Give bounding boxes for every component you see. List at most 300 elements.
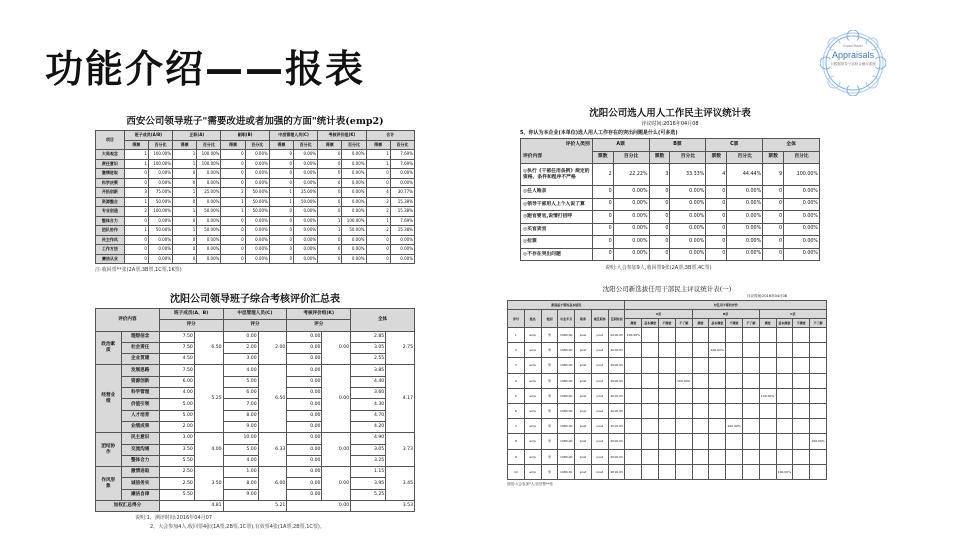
report3-title: 沈阳公司选人用人工作民主评议统计表: [589, 108, 751, 119]
table-cell: 5.00: [223, 444, 258, 455]
table-cell: 2: [366, 207, 390, 217]
row-label: 资源创新: [121, 376, 159, 387]
table-cell: 0: [221, 235, 245, 245]
table-cell: post: [591, 373, 608, 388]
table-cell: 0: [592, 198, 613, 211]
table-cell: [742, 403, 759, 418]
table-cell: 0: [366, 235, 390, 245]
report4-col-head: 性别: [541, 310, 558, 328]
table-cell: [642, 343, 659, 358]
table-cell: 1980.00: [558, 358, 575, 373]
table-cell: post: [575, 434, 592, 449]
table-cell: 0: [318, 150, 342, 160]
report1-group: 正职(A): [173, 131, 221, 141]
table-cell: [776, 419, 793, 434]
table-cell: 0: [318, 197, 342, 207]
report3-sub-count: 票数: [592, 151, 613, 164]
table-cell: 0: [649, 236, 670, 249]
table-cell: 0.00%: [613, 248, 649, 261]
table-cell: 3.85: [351, 365, 386, 376]
report4-col-head: 序号: [508, 310, 525, 328]
table-cell: 100.00%: [784, 164, 820, 186]
row-label: ◎买官卖官: [521, 223, 593, 236]
report2-note1: 说明:1、测评时间:2016年04月07: [135, 515, 213, 522]
report1-sub-count: 得票: [366, 140, 390, 150]
table-cell: 0: [173, 169, 197, 179]
table-row: [96, 169, 415, 179]
table-cell: post: [591, 449, 608, 464]
table-cell: 0: [173, 197, 197, 207]
report1-title: 西安公司领导班子"需要改进或者加强的方面"统计表(emp2): [126, 116, 384, 127]
table-row: [521, 248, 820, 261]
table-cell: 0: [124, 178, 148, 188]
table-cell: emp: [524, 449, 541, 464]
table-cell: 0: [366, 254, 390, 264]
table-cell: 0: [649, 211, 670, 224]
row-label: 民主作风: [96, 235, 125, 245]
table-cell: [659, 343, 676, 358]
report2-group: 全体: [351, 309, 415, 332]
table-cell: 男: [541, 358, 558, 373]
table-cell: 0.00%: [197, 245, 221, 255]
table-cell: 0: [366, 178, 390, 188]
table-cell: 2: [124, 207, 148, 217]
report1-sub-pct: 百分比: [148, 140, 172, 150]
table-cell: 0.00: [287, 444, 322, 455]
table-cell: 2016.03: [608, 343, 625, 358]
total-row: [96, 501, 415, 512]
table-cell: 0.00%: [294, 178, 318, 188]
table-cell: 1: [124, 159, 148, 169]
table-row: [521, 211, 820, 224]
table-row: [96, 444, 415, 455]
report4-sub-head: 不了解: [810, 319, 827, 328]
table-row: [508, 358, 827, 373]
section-score: 0.00: [322, 433, 351, 467]
table-cell: [625, 388, 642, 403]
table-cell: 5.25: [351, 489, 386, 500]
table-cell: [793, 449, 810, 464]
table-cell: [625, 419, 642, 434]
table-cell: 8.00: [223, 478, 258, 489]
table-cell: 0.00%: [390, 245, 414, 255]
report1-sub-pct: 百分比: [245, 140, 269, 150]
table-cell: 0: [649, 223, 670, 236]
table-row: [508, 464, 827, 479]
table-cell: 22.22%: [613, 164, 649, 186]
table-cell: 1980.00: [558, 388, 575, 403]
table-cell: 100.00%: [148, 207, 172, 217]
table-cell: 0.00%: [670, 198, 706, 211]
table-row: [521, 164, 820, 186]
report2-group: 班子成员(A、B): [159, 309, 223, 320]
table-row: [508, 328, 827, 343]
row-label: 理想信念: [121, 331, 159, 342]
table-cell: post: [575, 388, 592, 403]
row-index: 5: [508, 388, 525, 403]
table-cell: 0.00%: [197, 235, 221, 245]
table-cell: [692, 403, 709, 418]
table-cell: 100.00%: [148, 150, 172, 160]
table-cell: 1: [173, 159, 197, 169]
table-cell: post: [575, 464, 592, 479]
table-cell: 男: [541, 464, 558, 479]
table-cell: 0.00%: [670, 186, 706, 199]
table-cell: [776, 449, 793, 464]
table-cell: 7.69%: [390, 159, 414, 169]
report1-sub-pct: 百分比: [294, 140, 318, 150]
table-cell: 100.00%: [148, 159, 172, 169]
table-cell: [625, 358, 642, 373]
table-cell: 0: [318, 178, 342, 188]
table-cell: [742, 343, 759, 358]
table-cell: 0.00%: [784, 236, 820, 249]
table-row: [96, 365, 415, 376]
table-cell: 0: [763, 211, 784, 224]
total-cell: 0.00: [287, 501, 351, 512]
table-cell: 0: [649, 248, 670, 261]
table-cell: [726, 358, 743, 373]
table-cell: 9: [763, 164, 784, 186]
row-label: 廉洁从业: [96, 254, 125, 264]
table-cell: 0.00%: [294, 207, 318, 217]
table-cell: [642, 373, 659, 388]
section-label: 经营业绩: [96, 365, 122, 433]
table-cell: [726, 328, 743, 343]
table-cell: 2016.03: [608, 419, 625, 434]
table-cell: post: [575, 419, 592, 434]
table-cell: 2: [366, 226, 390, 236]
table-cell: 0.00%: [294, 216, 318, 226]
table-cell: [793, 373, 810, 388]
table-cell: 0.00%: [148, 178, 172, 188]
table-cell: 9.00: [223, 489, 258, 500]
table-cell: 0.00%: [727, 236, 763, 249]
table-cell: [642, 434, 659, 449]
table-cell: [742, 464, 759, 479]
table-cell: post: [575, 449, 592, 464]
report1-sub-count: 得票: [124, 140, 148, 150]
report3-sub-pct: 百分比: [670, 151, 706, 164]
table-cell: 0: [592, 236, 613, 249]
table-cell: 1: [269, 188, 293, 198]
table-cell: [776, 373, 793, 388]
table-cell: 2.50: [159, 478, 194, 489]
report1-sub-count: 得票: [318, 140, 342, 150]
table-cell: 2016.03: [608, 403, 625, 418]
table-row: [96, 478, 415, 489]
table-cell: 0.00%: [342, 169, 366, 179]
table-cell: 4.70: [351, 410, 386, 421]
table-cell: [692, 358, 709, 373]
row-label: ◎拉票: [521, 236, 593, 249]
table-cell: 0: [221, 178, 245, 188]
report1-group: 考核评价组(K): [318, 131, 366, 141]
table-cell: 2: [221, 188, 245, 198]
table-cell: 5.00: [159, 410, 194, 421]
table-cell: 100.00%: [342, 216, 366, 226]
table-cell: [625, 403, 642, 418]
table-cell: 2.50: [159, 467, 194, 478]
table-cell: post: [591, 328, 608, 343]
table-cell: 0: [763, 248, 784, 261]
table-cell: 50.00%: [245, 197, 269, 207]
report4-head-eval: 对任用干部的评价: [625, 301, 827, 310]
table-row: [96, 197, 415, 207]
table-cell: [793, 388, 810, 403]
slide-title: 功能介绍——报表: [45, 47, 366, 91]
table-cell: 0.00%: [245, 216, 269, 226]
report1-group: 副职(B): [221, 131, 269, 141]
row-label: ◎任人唯亲: [521, 186, 593, 199]
table-cell: 1.15: [351, 467, 386, 478]
table-cell: 0.00%: [148, 245, 172, 255]
report1-sub-count: 得票: [173, 140, 197, 150]
table-cell: 0: [366, 245, 390, 255]
table-cell: [793, 419, 810, 434]
table-cell: 1: [366, 216, 390, 226]
table-cell: 7.00: [223, 399, 258, 410]
total-cell: 5.21: [223, 501, 287, 512]
table-row: [96, 254, 415, 264]
table-cell: 0: [706, 223, 727, 236]
table-cell: 0: [124, 254, 148, 264]
table-row: [508, 403, 827, 418]
table-cell: 75.00%: [148, 188, 172, 198]
table-cell: 6.00: [223, 388, 258, 399]
table-cell: 15.38%: [390, 197, 414, 207]
table-cell: [675, 358, 692, 373]
table-cell: [742, 419, 759, 434]
table-cell: 0: [173, 178, 197, 188]
table-cell: [776, 343, 793, 358]
report4-sub-head: 满意: [692, 319, 709, 328]
table-cell: 1: [221, 207, 245, 217]
table-cell: 0: [592, 248, 613, 261]
row-label: 社会责任: [121, 342, 159, 353]
table-cell: [793, 434, 810, 449]
table-row: [96, 455, 415, 466]
row-label: ◎执行《干部任用条例》规定的资格、条件和程序不严格: [521, 164, 593, 186]
table-cell: [810, 449, 827, 464]
table-cell: 3.05: [351, 444, 386, 455]
table-cell: 0.00%: [197, 216, 221, 226]
table-cell: 50.00%: [197, 226, 221, 236]
table-cell: 0: [318, 235, 342, 245]
row-label: 激情进取: [96, 169, 125, 179]
report1-sub-pct: 百分比: [197, 140, 221, 150]
table-row: [96, 235, 415, 245]
report4-note: 说明:大会参加*人,收回票**张: [507, 481, 554, 486]
table-row: [96, 178, 415, 188]
table-cell: [810, 358, 827, 373]
table-cell: 4.00: [223, 365, 258, 376]
table-cell: 0.00: [287, 489, 322, 500]
table-cell: 0: [318, 169, 342, 179]
table-cell: post: [591, 343, 608, 358]
row-index: 2: [508, 343, 525, 358]
table-cell: 0.00%: [613, 186, 649, 199]
table-cell: 1980.00: [558, 328, 575, 343]
table-cell: [659, 358, 676, 373]
table-cell: 0.00%: [784, 223, 820, 236]
table-cell: 15.38%: [390, 207, 414, 217]
table-cell: 7.50: [159, 365, 194, 376]
table-cell: [642, 403, 659, 418]
table-cell: 3.00: [159, 433, 194, 444]
table-cell: 2016.03: [608, 358, 625, 373]
report4-sub-head: 不满意: [659, 319, 676, 328]
report3-corner-a: 评价内容: [523, 154, 543, 159]
table-cell: [709, 434, 726, 449]
table-cell: [810, 419, 827, 434]
section-label: 政治素质: [96, 331, 122, 365]
table-cell: 0: [366, 169, 390, 179]
table-cell: 0.00%: [727, 248, 763, 261]
table-cell: [726, 403, 743, 418]
table-cell: 0: [173, 245, 197, 255]
table-row: [508, 434, 827, 449]
table-cell: [625, 464, 642, 479]
report-shenyang-summary: [95, 290, 415, 532]
table-cell: [675, 403, 692, 418]
table-cell: 男: [541, 388, 558, 403]
table-cell: post: [575, 343, 592, 358]
report4-sub-head: 满意: [759, 319, 776, 328]
report4-group-head: A票: [625, 310, 692, 319]
table-row: [96, 207, 415, 217]
table-cell: 0.00%: [294, 254, 318, 264]
table-cell: 0.00%: [342, 207, 366, 217]
table-cell: [625, 373, 642, 388]
table-cell: 0: [173, 235, 197, 245]
section-score: 6.50: [258, 365, 287, 433]
table-cell: [726, 388, 743, 403]
table-cell: 0: [318, 254, 342, 264]
section-score: 0.00: [322, 365, 351, 433]
report3-table: [520, 138, 820, 261]
table-cell: 0.00%: [613, 198, 649, 211]
table-cell: 0.00%: [197, 254, 221, 264]
table-cell: [726, 434, 743, 449]
report3-group: B票: [649, 139, 706, 152]
table-cell: emp: [524, 373, 541, 388]
table-cell: [742, 328, 759, 343]
table-row: [96, 421, 415, 432]
total-cell: 4.81: [159, 501, 223, 512]
table-cell: post: [575, 403, 592, 418]
report3-sub-pct: 百分比: [784, 151, 820, 164]
table-cell: 0: [269, 169, 293, 179]
table-cell: 2: [366, 197, 390, 207]
report2-score-head: 评分: [159, 320, 223, 331]
row-label: 开拓创新: [96, 188, 125, 198]
report3-question: 5、你认为本企业(本单位)选人用人工作存在的突出问题是什么(可多选): [520, 130, 678, 136]
table-cell: 0: [221, 245, 245, 255]
table-cell: 0: [269, 178, 293, 188]
table-cell: [726, 343, 743, 358]
row-index: 9: [508, 449, 525, 464]
table-row: [96, 226, 415, 236]
table-cell: [659, 464, 676, 479]
table-cell: [759, 434, 776, 449]
table-cell: 0.00%: [784, 211, 820, 224]
table-cell: 0.00: [287, 433, 322, 444]
table-cell: 3.00: [223, 354, 258, 365]
table-cell: 1: [173, 150, 197, 160]
table-cell: [659, 449, 676, 464]
table-cell: 4.40: [351, 376, 386, 387]
row-label: 民主意识: [121, 433, 159, 444]
table-cell: 0.00: [287, 467, 322, 478]
table-cell: emp: [524, 434, 541, 449]
logo-name: Appraisals: [831, 50, 875, 60]
table-cell: 0.00%: [148, 169, 172, 179]
table-cell: 0.00%: [613, 211, 649, 224]
section-score: 3.45: [386, 467, 415, 501]
report3-group: 全体: [763, 139, 820, 152]
table-cell: 1980.00: [558, 419, 575, 434]
table-cell: 1: [124, 197, 148, 207]
table-cell: 3.25: [351, 455, 386, 466]
report1-note: 注:收回票**张(2A票,3B票,1C票,1K票): [95, 267, 182, 273]
table-cell: 1: [173, 188, 197, 198]
table-cell: 50.00%: [148, 226, 172, 236]
table-cell: 0.00%: [245, 150, 269, 160]
table-cell: 0.00%: [727, 211, 763, 224]
table-cell: 30.77%: [390, 188, 414, 198]
report2-group: 考核评价组(K): [287, 309, 351, 320]
table-cell: 0.00: [287, 388, 322, 399]
table-cell: 1980.00: [558, 373, 575, 388]
table-cell: 0.00: [287, 478, 322, 489]
table-cell: 0.00%: [342, 235, 366, 245]
row-label: 企业贯建: [121, 354, 159, 365]
table-cell: 100.00%: [776, 464, 793, 479]
table-cell: [742, 388, 759, 403]
section-score: 0.00: [322, 331, 351, 365]
row-label: 价值引领: [121, 399, 159, 410]
table-cell: [759, 449, 776, 464]
section-score: 6.33: [258, 433, 287, 467]
table-cell: post: [575, 358, 592, 373]
table-cell: 0: [221, 226, 245, 236]
table-row: [96, 354, 415, 365]
table-cell: 0: [649, 186, 670, 199]
section-score: 4.00: [194, 433, 223, 467]
table-row: [508, 449, 827, 464]
table-cell: 0.00%: [670, 223, 706, 236]
table-cell: 0: [124, 169, 148, 179]
report1-col-item: 项目: [96, 131, 125, 150]
table-cell: 5.00: [159, 399, 194, 410]
table-cell: 100.00%: [675, 373, 692, 388]
report4-sub-head: 基本满意: [709, 319, 726, 328]
table-cell: 0.00%: [784, 248, 820, 261]
report3-corner-b: 评价人类别: [565, 142, 590, 147]
table-cell: [625, 343, 642, 358]
report1-sub-pct: 百分比: [390, 140, 414, 150]
table-cell: 0: [592, 211, 613, 224]
table-cell: 1: [318, 216, 342, 226]
table-row: [96, 433, 415, 444]
table-cell: 0.00%: [197, 197, 221, 207]
table-row: [508, 343, 827, 358]
section-score: 6.00: [258, 467, 287, 501]
table-cell: 1980.00: [558, 434, 575, 449]
table-cell: 男: [541, 328, 558, 343]
table-cell: 0.00%: [390, 254, 414, 264]
